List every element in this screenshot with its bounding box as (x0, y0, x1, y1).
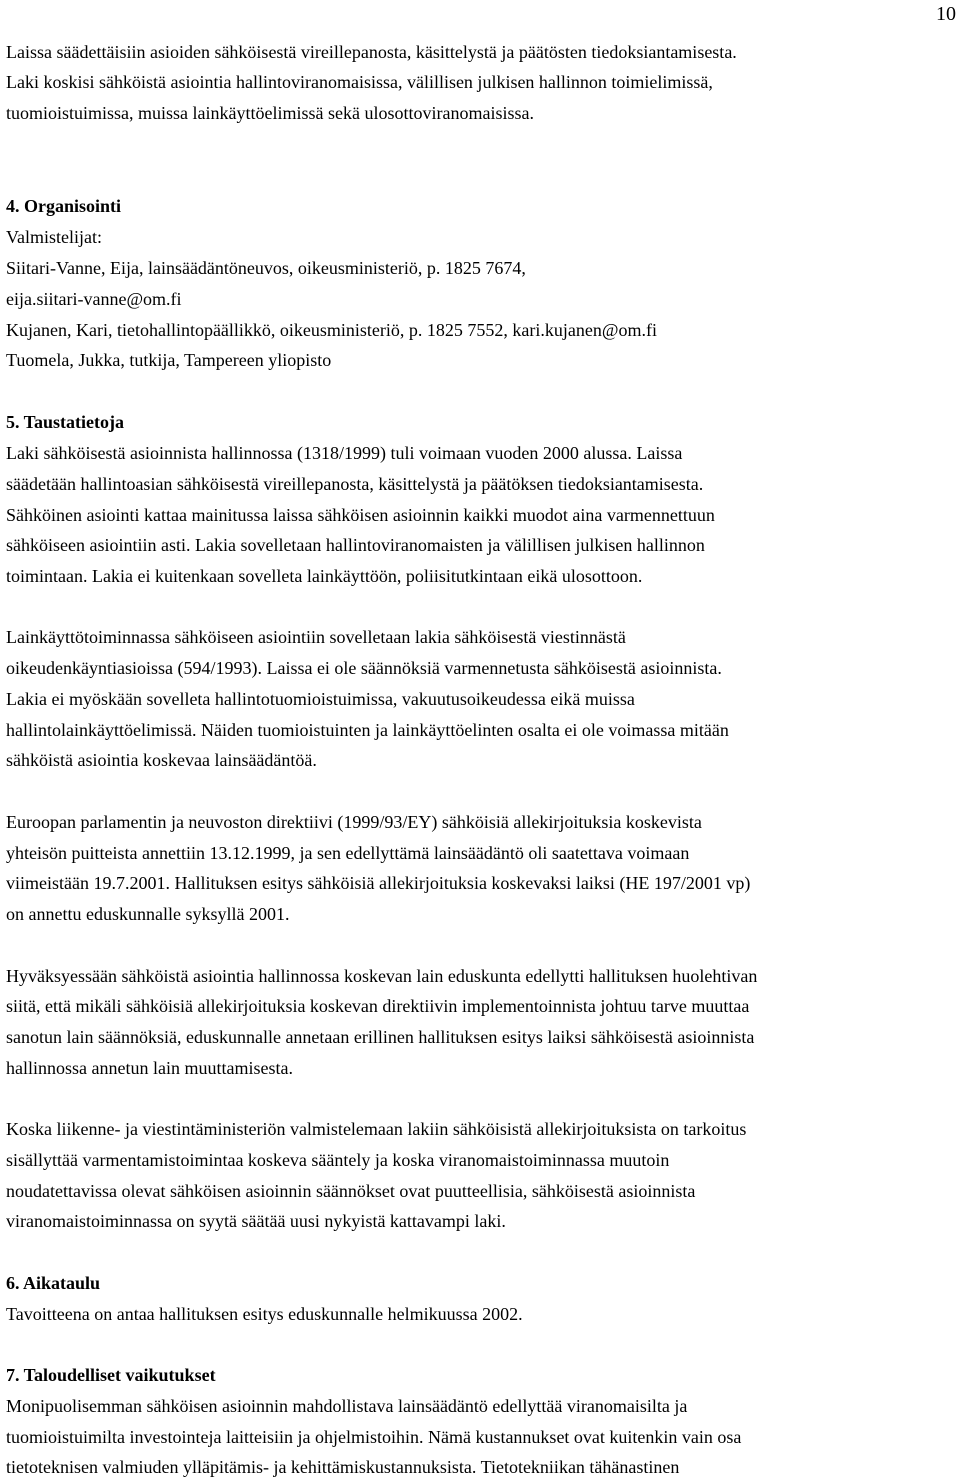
text-line: säädetään hallintoasian sähköisestä vireillepanosta, käsittelystä ja päätöksen tiedoksiantamisesta. (6, 474, 704, 494)
text-line: Kujanen, Kari, tietohallintopäällikkö, oikeusministeriö, p. 1825 7552, kari.kujanen@om.fi (6, 320, 657, 340)
section-heading-taustatietoja: 5. Taustatietoja (6, 412, 125, 432)
text-line: hallinnossa annetun lain muuttamisesta. (6, 1058, 293, 1078)
text-line: on annettu eduskunnalle syksyllä 2001. (6, 904, 290, 924)
text-line: sanotun lain säännöksiä, eduskunnalle annetaan erillinen hallituksen esitys laiksi sähköisestä asioinnista (6, 1027, 755, 1047)
text-line: yhteisön puitteista annettiin 13.12.1999, ja sen edellyttämä lainsäädäntö oli saatettava voimaan (6, 843, 690, 863)
text-line: siitä, että mikäli sähköisiä allekirjoituksia koskevan direktiivin implementoinnista johtuu tarve muuttaa (6, 996, 750, 1016)
text-line: Lainkäyttötoiminnassa sähköiseen asiointiin sovelletaan lakia sähköisestä viestinnästä (6, 627, 626, 647)
text-line: Valmistelijat: (6, 227, 102, 247)
text-line: Laissa säädettäisiin asioiden sähköisestä vireillepanosta, käsittelystä ja päätösten tiedoksiantamisesta. (6, 42, 737, 62)
text-line: Tavoitteena on antaa hallituksen esitys eduskunnalle helmikuussa 2002. (6, 1304, 523, 1324)
text-line: sisällyttää varmentamistoimintaa koskeva sääntely ja koska viranomaistoiminnassa muutoin (6, 1150, 670, 1170)
text-line: viimeistään 19.7.2001. Hallituksen esitys sähköisiä allekirjoituksia koskevaksi laiksi (HE 197/2001 vp) (6, 873, 751, 893)
text-line: sähköiseen asiointiin asti. Lakia sovelletaan hallintoviranomaisten ja välillisen julkisen hallinnon (6, 535, 705, 555)
text-line: Euroopan parlamentin ja neuvoston direktiivi (1999/93/EY) sähköisiä allekirjoituksia koskevista (6, 812, 702, 832)
text-line: tuomioistuimissa, muissa lainkäyttöelimissä sekä ulosottoviranomaisissa. (6, 103, 534, 123)
text-line: Lakia ei myöskään sovelleta hallintotuomioistuimissa, vakuutusoikeudessa eikä muissa (6, 689, 635, 709)
text-line: Laki koskisi sähköistä asiointia hallintoviranomaisissa, välillisen julkisen hallinnon toimielimissä, (6, 72, 713, 92)
text-line: Tuomela, Jukka, tutkija, Tampereen yliopisto (6, 350, 332, 370)
page-number: 10 (936, 3, 956, 25)
section-heading-aikataulu: 6. Aikataulu (6, 1273, 101, 1293)
text-line: tietoteknisen valmiuden ylläpitämis- ja kehittämiskustannuksista. Tietotekniikan tähänastinen (6, 1457, 680, 1477)
text-line: Laki sähköisestä asioinnista hallinnossa (1318/1999) tuli voimaan vuoden 2000 alussa. Laissa (6, 443, 683, 463)
text-line: hallintolainkäyttöelimissä. Näiden tuomioistuinten ja lainkäyttöelinten osalta ei ole voimassa mitään (6, 720, 729, 740)
text-line: Siitari-Vanne, Eija, lainsäädäntöneuvos, oikeusministeriö, p. 1825 7674, (6, 258, 526, 278)
text-line: toimintaan. Lakia ei kuitenkaan sovelleta lainkäyttöön, poliisitutkintaan eikä ulosottoon. (6, 566, 643, 586)
text-line: oikeudenkäyntiasioissa (594/1993). Laissa ei ole säännöksiä varmennetusta sähköisestä asioinnista. (6, 658, 722, 678)
text-line: noudatettavissa olevat sähköisen asioinnin säännökset ovat puutteellisia, sähköisestä asioinnista (6, 1181, 696, 1201)
text-line: viranomaistoiminnassa on syytä säätää uusi nykyistä kattavampi laki. (6, 1211, 506, 1231)
text-line: tuomioistuimilta investointeja laitteisiin ja ohjelmistoihin. Nämä kustannukset ovat kuitenkin vain osa (6, 1427, 742, 1447)
text-line: eija.siitari-vanne@om.fi (6, 289, 182, 309)
text-line: Hyväksyessään sähköistä asiointia hallinnossa koskevan lain eduskunta edellytti hallituksen huolehtivan (6, 966, 758, 986)
text-line: Koska liikenne- ja viestintäministeriön valmistelemaan lakiin sähköisistä allekirjoituksista on tarkoitus (6, 1119, 747, 1139)
section-heading-organisointi: 4. Organisointi (6, 196, 122, 216)
text-line: Monipuolisemman sähköisen asioinnin mahdollistava lainsäädäntö edellyttää viranomaisilta ja (6, 1396, 688, 1416)
section-heading-taloudelliset-vaikutukset: 7. Taloudelliset vaikutukset (6, 1365, 216, 1385)
text-line: sähköistä asiointia koskevaa lainsäädäntöä. (6, 750, 317, 770)
text-line: Sähköinen asiointi kattaa mainitussa laissa sähköisen asioinnin kaikki muodot aina varmennettuun (6, 505, 715, 525)
